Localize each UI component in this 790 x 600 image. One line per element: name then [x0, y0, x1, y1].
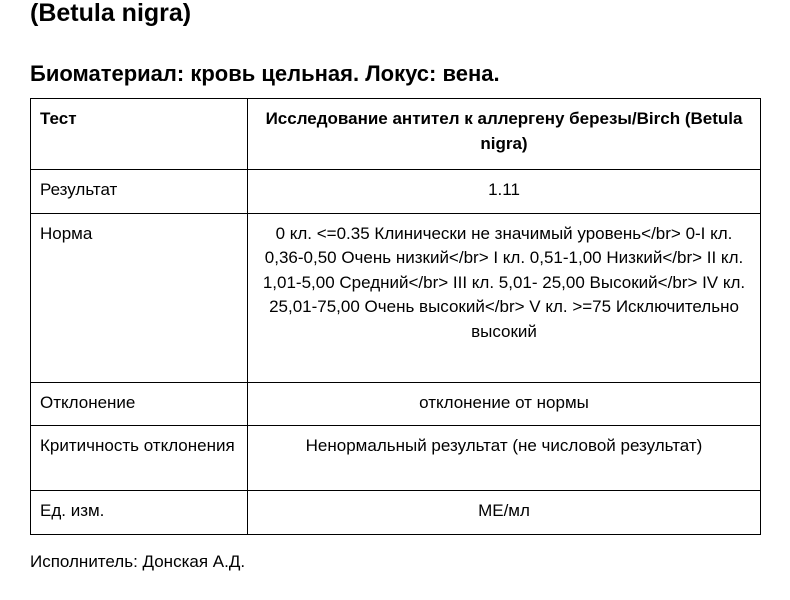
header-test-name: Исследование антител к аллергену березы/Birch (Betula nigra)	[248, 99, 761, 170]
row-value-unit: МЕ/мл	[248, 491, 761, 535]
row-value-deviation: отклонение от нормы	[248, 382, 761, 426]
row-label-unit: Ед. изм.	[31, 491, 248, 535]
header-test-label: Тест	[31, 99, 248, 170]
document-title-fragment: (Betula nigra)	[30, 0, 192, 27]
row-value-result: 1.11	[248, 170, 761, 214]
table-row-deviation	[31, 382, 761, 426]
row-value-norm: 0 кл. <=0.35 Клинически не значимый уровень</br> 0-I кл. 0,36-0,50 Очень низкий</br> I кл. 0,51-1,00 Низкий</br> II кл. 1,01-5,00 Средний</br> III кл. 5,01- 25,00 Высокий</br> IV кл. 25,01-75,00 Очень высокий</br> V кл. >=75 Исключительно высокий	[248, 213, 761, 382]
row-label-deviation: Отклонение	[31, 382, 248, 426]
biomaterial-heading: Биоматериал: кровь цельная. Локус: вена.	[30, 61, 500, 86]
row-label-criticality: Критичность отклонения	[31, 426, 248, 491]
results-table	[30, 98, 761, 535]
table-row-result	[31, 170, 761, 214]
row-label-norm: Норма	[31, 213, 248, 382]
table-row-norm	[31, 213, 761, 382]
table-row-unit	[31, 491, 761, 535]
table-header-row	[31, 99, 761, 170]
table-row-criticality	[31, 426, 761, 491]
row-label-result: Результат	[31, 170, 248, 214]
executor-line: Исполнитель: Донская А.Д.	[30, 552, 246, 571]
row-value-criticality: Ненормальный результат (не числовой результат)	[248, 426, 761, 491]
